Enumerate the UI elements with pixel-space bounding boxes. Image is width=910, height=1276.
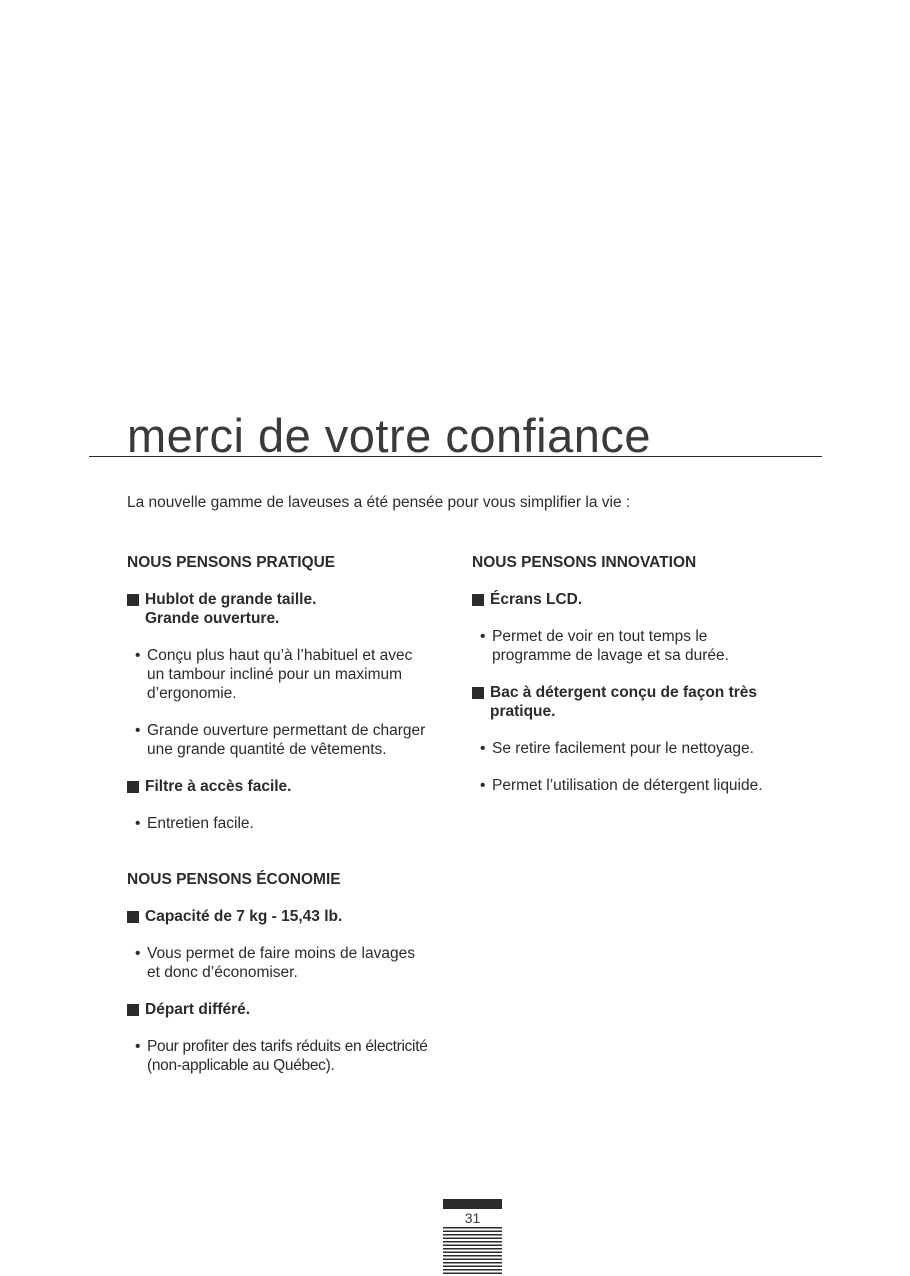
intro-text: La nouvelle gamme de laveuses a été pensée pour vous simplifier la vie : <box>127 494 631 511</box>
bullet-text: Grande ouverture permettant de charger une grande quantité de vêtements. <box>147 722 426 758</box>
bullet-item <box>127 944 447 982</box>
bullet-text: Vous permet de faire moins de lavages et donc d’économiser. <box>147 945 415 981</box>
feature-title: Départ différé. <box>145 1001 251 1018</box>
section-heading-pratique: NOUS PENSONS PRATIQUE <box>127 554 336 571</box>
page-number-bar <box>443 1199 502 1209</box>
bullet-item <box>127 814 447 833</box>
feature-filtre <box>127 777 447 796</box>
bullet-item <box>127 1037 447 1075</box>
feature-title: Écrans LCD. <box>490 591 583 608</box>
feature-title: Bac à détergent conçu de façon très pratique. <box>490 684 758 720</box>
bullet-text: Permet l’utilisation de détergent liquide. <box>492 777 763 794</box>
square-bullet-icon <box>127 1004 139 1016</box>
bullet-dot-icon: • <box>135 1038 141 1055</box>
feature-title: Hublot de grande taille. Grande ouverture. <box>145 591 317 627</box>
bullet-item <box>472 739 792 758</box>
feature-bac-detergent <box>472 683 792 721</box>
page-number-block <box>443 1199 502 1275</box>
feature-title: Capacité de 7 kg - 15,43 lb. <box>145 908 343 925</box>
bullet-item <box>127 646 447 703</box>
bullet-text: Pour profiter des tarifs réduits en électricité (non-applicable au Québec). <box>147 1038 428 1074</box>
bullet-dot-icon: • <box>135 945 141 962</box>
feature-depart-differe <box>127 1000 447 1019</box>
bullet-dot-icon: • <box>480 628 486 645</box>
page-title: merci de votre confiance <box>127 409 652 462</box>
square-bullet-icon <box>127 781 139 793</box>
page-number: 31 <box>464 1210 481 1226</box>
feature-ecrans-lcd <box>472 590 792 609</box>
bullet-text: Permet de voir en tout temps le programme de lavage et sa durée. <box>492 628 729 664</box>
section-heading-economie: NOUS PENSONS ÉCONOMIE <box>127 871 341 888</box>
bullet-item <box>127 721 447 759</box>
bullet-item <box>472 627 792 665</box>
title-underline <box>89 456 822 457</box>
bullet-text: Se retire facilement pour le nettoyage. <box>492 740 754 757</box>
feature-title: Filtre à accès facile. <box>145 778 292 795</box>
section-heading-innovation: NOUS PENSONS INNOVATION <box>472 554 697 571</box>
left-column <box>127 553 447 1075</box>
bullet-item <box>472 776 792 795</box>
bullet-text: Conçu plus haut qu’à l’habituel et avec un tambour incliné pour un maximum d’ergonomie. <box>147 647 413 702</box>
square-bullet-icon <box>127 594 139 606</box>
feature-hublot <box>127 590 447 628</box>
page-number-stripes <box>443 1227 502 1275</box>
square-bullet-icon <box>472 594 484 606</box>
square-bullet-icon <box>472 687 484 699</box>
feature-capacite <box>127 907 447 926</box>
bullet-dot-icon: • <box>135 647 141 664</box>
bullet-dot-icon: • <box>135 815 141 832</box>
bullet-dot-icon: • <box>480 740 486 757</box>
bullet-text: Entretien facile. <box>147 815 254 832</box>
bullet-dot-icon: • <box>135 722 141 739</box>
bullet-dot-icon: • <box>480 777 486 794</box>
right-column <box>472 553 792 795</box>
square-bullet-icon <box>127 911 139 923</box>
